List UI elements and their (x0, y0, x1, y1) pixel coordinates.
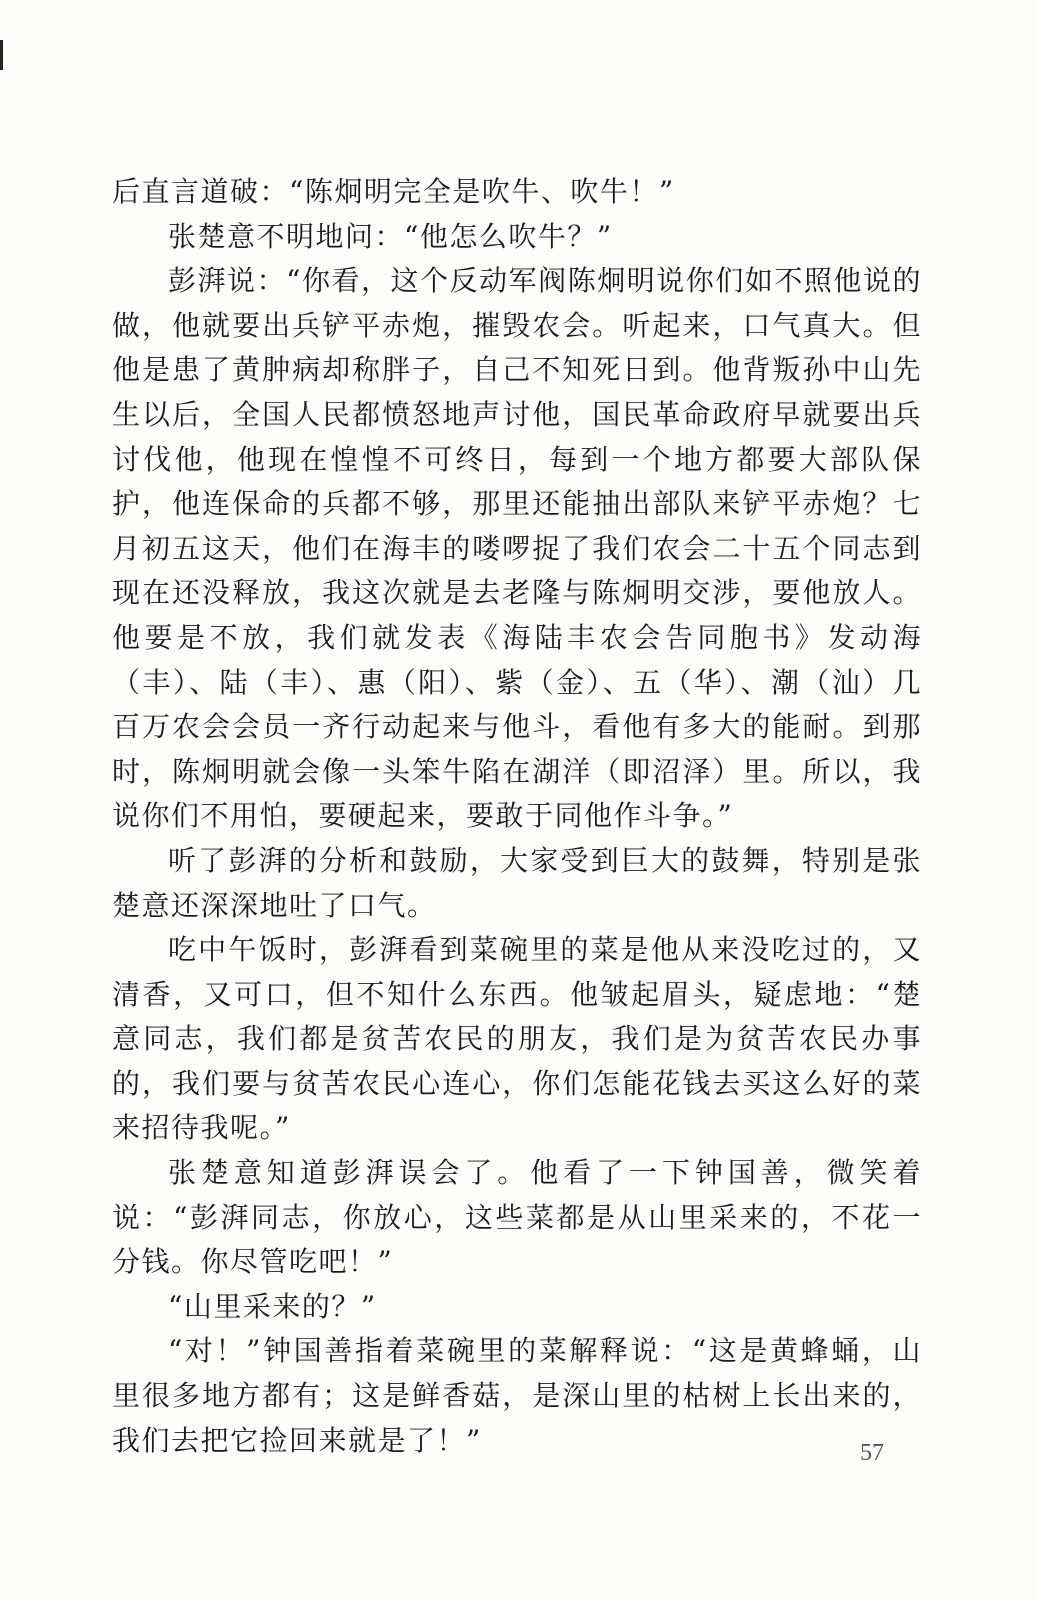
scan-edge-mark (0, 40, 3, 70)
page-number: 57 (860, 1440, 884, 1466)
paragraph-5: 吃中午饭时，彭湃看到菜碗里的菜是他从来没吃过的，又清香，又可口，但不知什么东西。他皱起眉头，疑虑地：“楚意同志，我们都是贫苦农民的朋友，我们是为贫苦农民办事的，我们要与贫苦农民心连心，你们怎能花钱去买这么好的菜来招待我呢。” (112, 933, 922, 1145)
paragraph-8: “对！”钟国善指着菜碗里的菜解释说：“这是黄蜂蛹，山里很多地方都有；这是鲜香菇，是深山里的枯树上长出来的，我们去把它捡回来就是了！” (112, 1334, 922, 1457)
paragraph-1: 后直言道破：“陈炯明完全是吹牛、吹牛！” (112, 175, 675, 208)
paragraph-4: 听了彭湃的分析和鼓励，大家受到巨大的鼓舞，特别是张楚意还深深地吐了口气。 (112, 843, 922, 922)
paragraph-7: “山里采来的？” (168, 1289, 377, 1323)
paragraph-2: 张楚意不明地问：“他怎么吹牛？” (168, 219, 613, 253)
paragraph-3: 彭湃说：“你看，这个反动军阀陈炯明说你们如不照他说的做，他就要出兵铲平赤炮，摧毁农会。听起来，口气真大。但他是患了黄肿病却称胖子，自己不知死日到。他背叛孙中山先生以后，全国人民都愤怒地声讨他，国民革命政府早就要出兵讨伐他，他现在惶惶不可终日，每到一个地方都要大部队保护，他连保命的兵都不够，那里还能抽出部队来铲平赤炮？七月初五这天，他们在海丰的喽啰捉了我们农会二十五个同志到现在还没释放，我这次就是去老隆与陈炯明交涉，要他放人。他要是不放，我们就发表《海陆丰农会告同胞书》发动海（丰）、陆（丰）、惠（阳）、紫（金）、五（华）、潮（汕）几百万农会会员一齐行动起来与他斗，看他有多大的能耐。到那时，陈炯明就会像一头笨牛陷在湖洋（即沼泽）里。所以，我说你们不用怕，要硬起来，要敢于同他作斗争。” (112, 264, 922, 833)
body-text (112, 170, 922, 1463)
paragraph-6: 张楚意知道彭湃误会了。他看了一下钟国善，微笑着说：“彭湃同志，你放心，这些菜都是从山里采来的，不花一分钱。你尽管吃吧！” (112, 1156, 922, 1279)
